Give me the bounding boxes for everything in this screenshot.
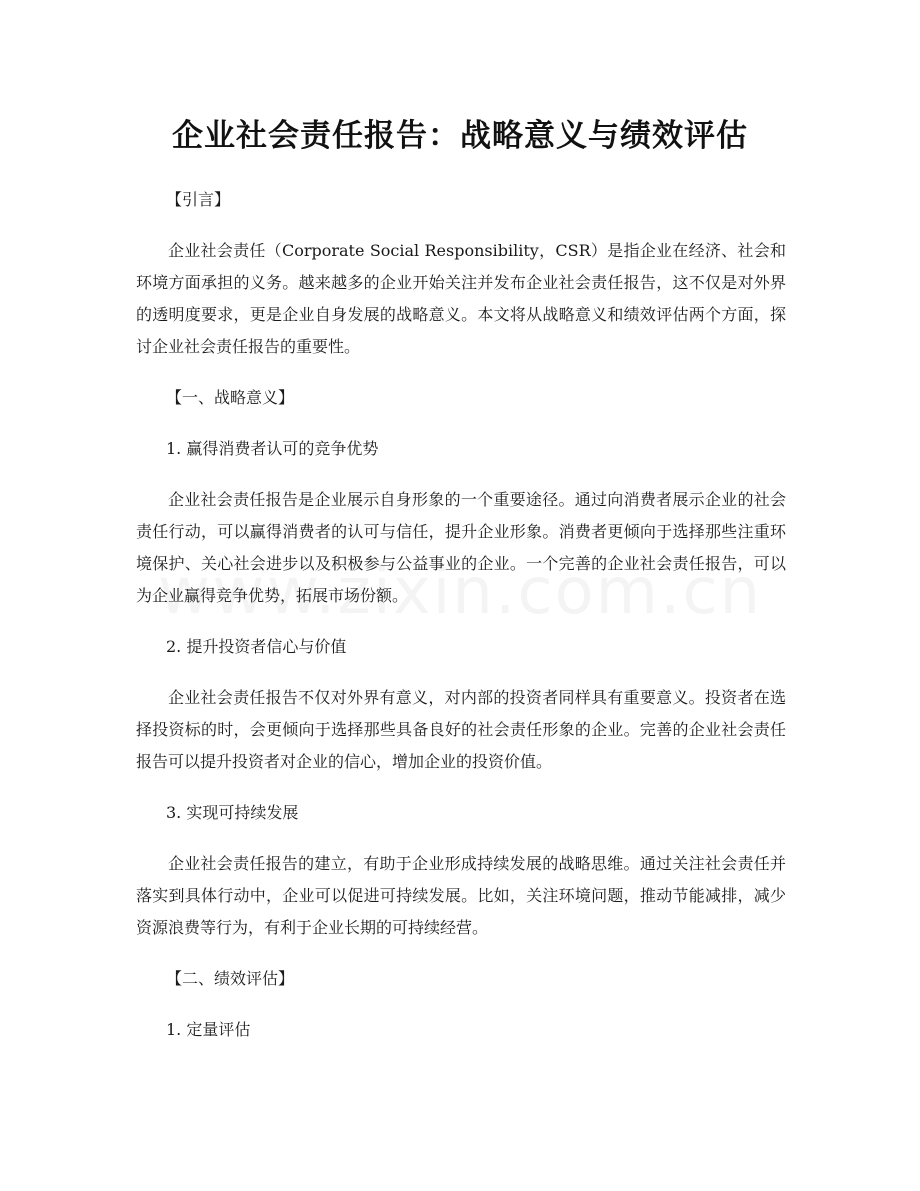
section-heading-intro: 【引言】: [166, 190, 231, 209]
subheading-quantitative: 1. 定量评估: [166, 1020, 251, 1039]
paragraph-investor: 企业社会责任报告不仅对外界有意义，对内部的投资者同样具有重要意义。投资者在选择投资标的时，会更倾向于选择那些具备良好的社会责任形象的企业。完善的企业社会责任报告可以提升投资者对企业的信心，增加企业的投资价值。: [136, 688, 786, 771]
section-heading-strategy: 【一、战略意义】: [166, 388, 295, 407]
paragraph-intro: 企业社会责任（Corporate Social Responsibility，CSR）是指企业在经济、社会和环境方面承担的义务。越来越多的企业开始关注并发布企业社会责任报告，这不仅是对外界的透明度要求，更是企业自身发展的战略意义。本文将从战略意义和绩效评估两个方面，探讨企业社会责任报告的重要性。: [136, 241, 786, 356]
subheading-consumer: 1. 赢得消费者认可的竞争优势: [166, 439, 379, 458]
section-heading-performance: 【二、绩效评估】: [166, 969, 295, 988]
paragraph-sustainability: 企业社会责任报告的建立，有助于企业形成持续发展的战略思维。通过关注社会责任并落实到具体行动中，企业可以促进可持续发展。比如，关注环境问题，推动节能减排，减少资源浪费等行为，有利于企业长期的可持续经营。: [136, 854, 786, 937]
subheading-sustainability: 3. 实现可持续发展: [166, 803, 299, 822]
document-title: 企业社会责任报告：战略意义与绩效评估: [172, 118, 748, 154]
subheading-investor: 2. 提升投资者信心与价值: [166, 637, 347, 656]
document-body: [136, 184, 786, 1065]
paragraph-consumer: 企业社会责任报告是企业展示自身形象的一个重要途径。通过向消费者展示企业的社会责任行动，可以赢得消费者的认可与信任，提升企业形象。消费者更倾向于选择那些注重环境保护、关心社会进步以及积极参与公益事业的企业。一个完善的企业社会责任报告，可以为企业赢得竞争优势，拓展市场份额。: [136, 490, 786, 605]
